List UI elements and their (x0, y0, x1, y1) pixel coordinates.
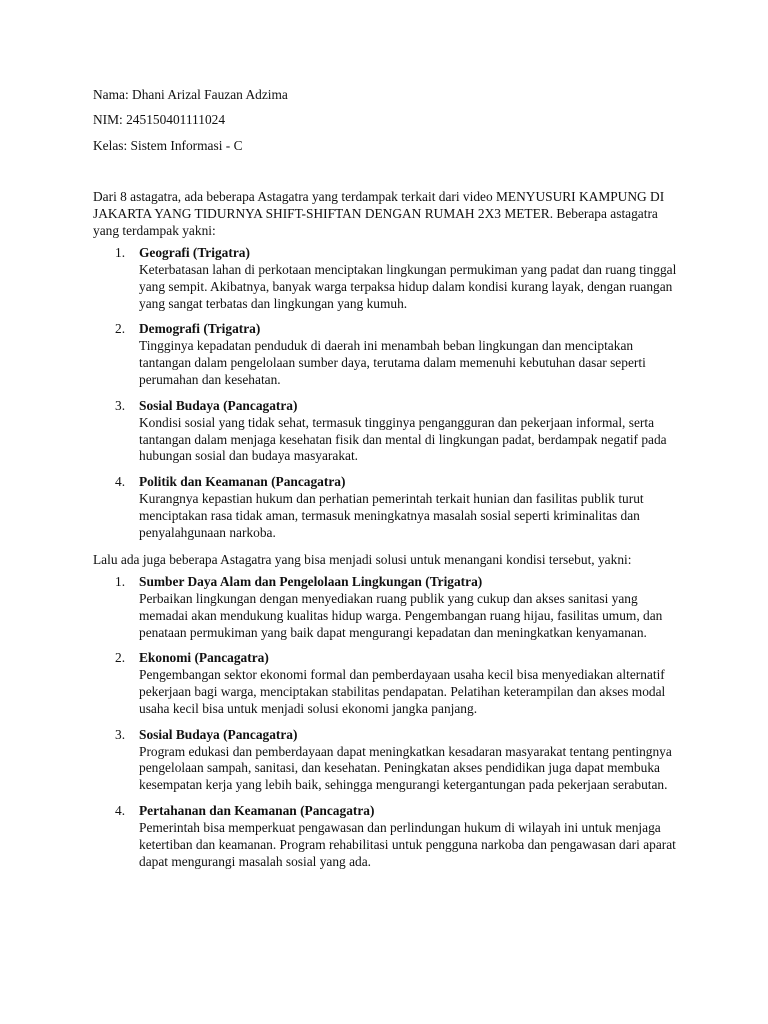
item-body: Tingginya kepadatan penduduk di daerah ini menambah beban lingkungan dan menciptakan tantangan dalam pengelolaan sumber daya, terutama dalam memenuhi kebutuhan dasar seperti perumahan dan kesehatan. (139, 338, 646, 388)
list-number: 4. (115, 474, 126, 490)
item-body: Keterbatasan lahan di perkotaan menciptakan lingkungan permukiman yang padat dan ruang tinggal yang sempit. Akibatnya, banyak warga terpaksa hidup dalam kondisi kurang layak, dengan ruangan yang sangat terbatas dan lingkungan yang kumuh. (139, 261, 677, 311)
list-item (93, 398, 678, 466)
list-item (93, 245, 678, 313)
item-body: Pemerintah bisa memperkuat pengawasan dan perlindungan hukum di wilayah ini untuk menjaga ketertiban dan keamanan. Program rehabilitasi untuk pengguna narkoba dan pengawasan dari aparat dapat mengurangi masalah sosial yang ada. (139, 819, 676, 869)
list-item (93, 474, 678, 542)
item-body: Kondisi sosial yang tidak sehat, termasuk tingginya pengangguran dan pekerjaan informal, serta tantangan dalam menjaga kesehatan fisik dan mental di lingkungan padat, berdampak negatif pada hubungan sosial dan budaya masyarakat. (139, 414, 667, 464)
list-item (93, 650, 678, 718)
list-item (93, 574, 678, 642)
item-title: Sosial Budaya (Pancagatra) (139, 397, 298, 413)
list-number: 1. (115, 244, 126, 260)
list-number: 4. (115, 803, 126, 819)
list-number: 3. (115, 397, 126, 413)
solution-intro-paragraph: Lalu ada juga beberapa Astagatra yang bisa menjadi solusi untuk menangani kondisi tersebut, yakni: (93, 551, 632, 567)
item-title: Geografi (Trigatra) (139, 244, 250, 260)
student-nim: NIM: 245150401111024 (93, 112, 226, 128)
student-class: Kelas: Sistem Informasi - C (93, 137, 243, 153)
list-item (93, 803, 678, 871)
solution-list (93, 574, 678, 871)
item-title: Sosial Budaya (Pancagatra) (139, 726, 298, 742)
item-title: Sumber Daya Alam dan Pengelolaan Lingkungan (Trigatra) (139, 573, 483, 589)
item-body: Program edukasi dan pemberdayaan dapat meningkatkan kesadaran masyarakat tentang pentingnya pengelolaan sampah, sanitasi, dan kesehatan. Peningkatan akses pendidikan juga dapat membuka kesempatan kerja yang lebih baik, sehingga mengurangi ketergantungan pada pekerjaan serabutan. (139, 743, 672, 793)
item-body: Kurangnya kepastian hukum dan perhatian pemerintah terkait hunian dan fasilitas publik turut menciptakan rasa tidak aman, termasuk meningkatnya masalah sosial seperti kriminalitas dan penyalahgunaan narkoba. (139, 491, 644, 540)
item-title: Ekonomi (Pancagatra) (139, 650, 269, 666)
list-number: 2. (115, 650, 126, 666)
item-title: Pertahanan dan Keamanan (Pancagatra) (139, 803, 375, 819)
list-number: 2. (115, 321, 126, 337)
list-item (93, 727, 678, 795)
item-title: Demografi (Trigatra) (139, 321, 261, 337)
intro-paragraph: Dari 8 astagatra, ada beberapa Astagatra yang terdampak terkait dari video MENYUSURI KAMPUNG DI JAKARTA YANG TIDURNYA SHIFT-SHIFTAN DENGAN RUMAH 2X3 METER. Beberapa astagatra yang terdampak yakni: (93, 188, 665, 238)
list-number: 1. (115, 573, 126, 589)
item-body: Pengembangan sektor ekonomi formal dan pemberdayaan usaha kecil bisa menyediakan alternatif pekerjaan bagi warga, menciptakan stabilitas pendapatan. Pelatihan keterampilan dan akses modal usaha kecil bisa untuk menjadi solusi ekonomi jangka panjang. (139, 667, 666, 716)
spacer (93, 162, 678, 188)
item-body: Perbaikan lingkungan dengan menyediakan ruang publik yang cukup dan akses sanitasi yang memadai akan mendukung kualitas hidup warga. Pengembangan ruang hijau, fasilitas umum, dan penataan permukiman yang baik dapat mengurangi kepadatan dan meningkatkan kenyamanan. (139, 590, 663, 640)
list-item (93, 321, 678, 389)
student-name: Nama: Dhani Arizal Fauzan Adzima (93, 87, 288, 102)
impacted-list (93, 245, 678, 542)
item-title: Politik dan Keamanan (Pancagatra) (139, 474, 346, 490)
list-number: 3. (115, 726, 126, 742)
